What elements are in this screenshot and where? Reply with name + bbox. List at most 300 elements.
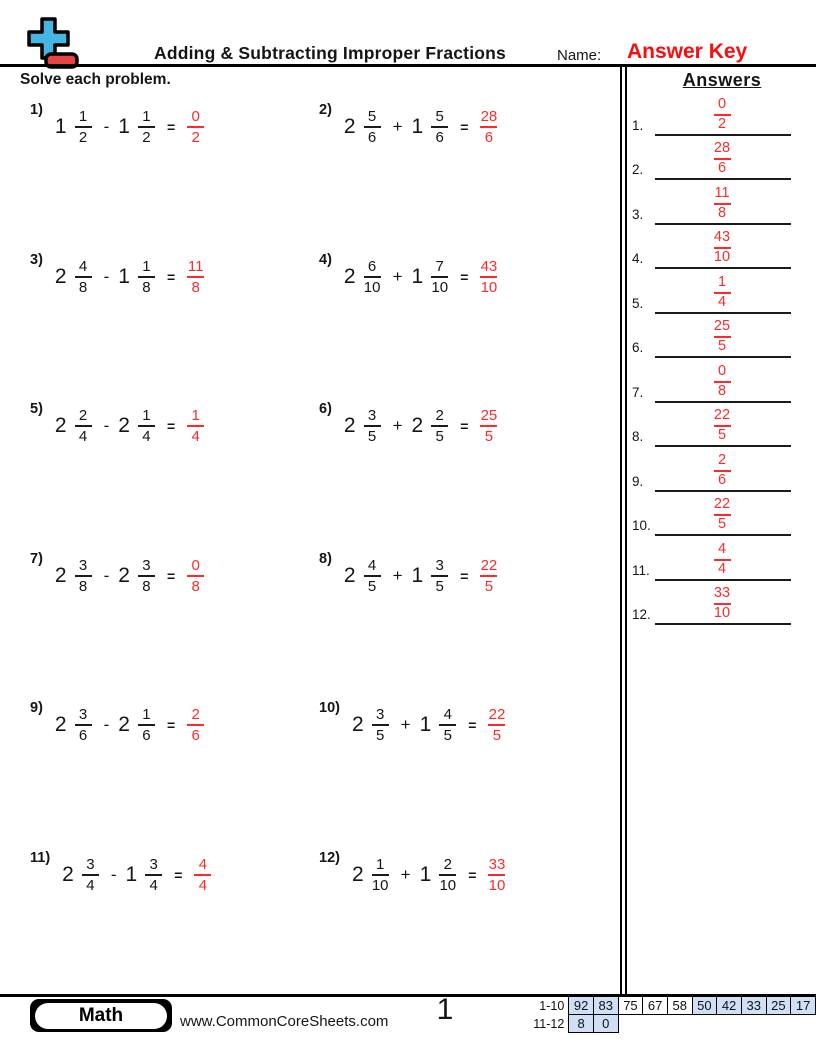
answer-blank-line bbox=[655, 134, 791, 136]
fraction-bar bbox=[431, 425, 448, 427]
problem-number: 12) bbox=[319, 849, 340, 866]
answer-fraction-wrap bbox=[629, 317, 815, 355]
answer-fraction bbox=[477, 407, 500, 446]
problem-number: 7) bbox=[30, 550, 43, 567]
problem-item bbox=[20, 846, 309, 996]
answer-fraction bbox=[184, 258, 207, 297]
answer-fraction bbox=[184, 706, 207, 745]
fraction bbox=[135, 258, 158, 297]
fraction-bar bbox=[187, 575, 204, 577]
fraction-bar bbox=[364, 126, 381, 128]
answer-number: 9. bbox=[632, 473, 644, 489]
fraction-denominator: 4 bbox=[717, 560, 727, 577]
fraction-denominator: 4 bbox=[78, 428, 88, 446]
fraction bbox=[135, 557, 158, 596]
score-row-label: 11-12 bbox=[527, 1015, 569, 1033]
score-row bbox=[527, 997, 816, 1015]
fraction-bar bbox=[372, 874, 389, 876]
problem-expression bbox=[55, 258, 207, 297]
fraction-bar bbox=[431, 276, 448, 278]
mixed-number-whole: 1 bbox=[411, 115, 424, 139]
fraction bbox=[361, 108, 384, 147]
fraction-numerator: 2 bbox=[717, 451, 727, 468]
answer-fraction-wrap bbox=[629, 451, 815, 489]
fraction-denominator: 8 bbox=[78, 577, 88, 595]
mixed-number-whole: 2 bbox=[54, 563, 67, 587]
answer-blank-line bbox=[655, 579, 791, 581]
fraction-denominator: 5 bbox=[717, 516, 727, 533]
fraction bbox=[436, 856, 459, 895]
fraction-numerator: 43 bbox=[713, 229, 731, 246]
operator-sign: + bbox=[392, 117, 403, 137]
problem-item bbox=[309, 98, 598, 248]
answer-blank-line bbox=[655, 401, 791, 403]
fraction-bar bbox=[187, 425, 204, 427]
answer-row bbox=[629, 137, 815, 182]
fraction-denominator: 8 bbox=[717, 382, 727, 399]
fraction bbox=[72, 108, 95, 147]
fraction-denominator: 2 bbox=[717, 115, 727, 132]
fraction-bar bbox=[187, 724, 204, 726]
answer-fraction bbox=[184, 407, 207, 446]
mixed-number-whole: 1 bbox=[118, 264, 130, 288]
fraction-denominator: 8 bbox=[191, 577, 200, 595]
operator-sign: - bbox=[110, 864, 117, 884]
fraction-numerator: 3 bbox=[367, 407, 377, 424]
fraction-numerator: 4 bbox=[367, 556, 377, 574]
equals-sign: = bbox=[166, 268, 176, 285]
answer-blank-line bbox=[655, 623, 791, 625]
answer-fraction bbox=[477, 557, 500, 596]
problem-item bbox=[20, 397, 309, 547]
answer-fraction-wrap bbox=[629, 584, 815, 622]
fraction-bar bbox=[75, 425, 92, 427]
score-row-label: 1-10 bbox=[527, 997, 569, 1015]
score-cell: 42 bbox=[717, 997, 742, 1015]
fraction-denominator: 5 bbox=[717, 427, 727, 444]
fraction-denominator: 10 bbox=[480, 278, 498, 296]
fraction-numerator: 28 bbox=[713, 140, 731, 157]
operator-sign: + bbox=[400, 715, 411, 735]
answer-blank-line bbox=[655, 267, 791, 269]
answer-blank-line bbox=[655, 356, 791, 358]
fraction-denominator: 10 bbox=[439, 876, 457, 894]
equals-sign: = bbox=[460, 119, 469, 136]
answer-fraction bbox=[711, 97, 734, 133]
fraction-denominator: 5 bbox=[484, 577, 494, 595]
answer-fraction bbox=[711, 453, 734, 489]
fraction-numerator: 1 bbox=[717, 273, 727, 290]
answer-fraction-wrap bbox=[629, 495, 815, 533]
operator-sign: - bbox=[103, 416, 110, 436]
answer-fraction bbox=[711, 319, 734, 355]
fraction bbox=[428, 258, 451, 297]
fraction-numerator: 4 bbox=[443, 706, 452, 723]
problem-number: 6) bbox=[319, 401, 332, 417]
fraction-denominator: 5 bbox=[375, 727, 385, 745]
fraction-bar bbox=[187, 126, 204, 128]
equals-sign: = bbox=[468, 717, 477, 734]
fraction-bar bbox=[364, 276, 381, 278]
fraction bbox=[428, 108, 451, 147]
answer-number: 12. bbox=[632, 607, 651, 622]
mixed-number-whole: 1 bbox=[118, 115, 130, 139]
problem-expression bbox=[55, 407, 207, 446]
worksheet-title: Adding & Subtracting Improper Fractions bbox=[154, 43, 506, 63]
fraction-numerator: 3 bbox=[86, 855, 95, 873]
problem-expression bbox=[55, 108, 207, 147]
score-cell: 33 bbox=[741, 997, 766, 1015]
fraction-bar bbox=[75, 724, 92, 726]
fraction-bar bbox=[138, 276, 155, 278]
answer-blank-line bbox=[655, 445, 791, 447]
score-cell: 0 bbox=[593, 1015, 618, 1033]
problem-number: 2) bbox=[319, 102, 332, 118]
mixed-number-whole: 2 bbox=[343, 414, 356, 438]
mixed-number-whole: 2 bbox=[54, 414, 67, 438]
answer-fraction bbox=[184, 557, 207, 596]
fraction-numerator: 4 bbox=[198, 855, 208, 873]
fraction-bar bbox=[480, 575, 497, 577]
fraction-numerator: 0 bbox=[191, 556, 200, 574]
answer-fraction bbox=[711, 586, 734, 622]
mixed-number-whole: 1 bbox=[54, 115, 67, 139]
answer-number: 11. bbox=[632, 562, 650, 578]
fraction-denominator: 8 bbox=[717, 204, 727, 221]
fraction-bar bbox=[372, 724, 389, 726]
fraction-numerator: 2 bbox=[435, 407, 444, 424]
answer-number: 2. bbox=[632, 162, 644, 177]
fraction bbox=[72, 258, 95, 297]
answer-blank-line bbox=[655, 223, 791, 225]
answer-blank-line bbox=[655, 490, 791, 492]
fraction-denominator: 10 bbox=[713, 605, 731, 622]
fraction-denominator: 2 bbox=[191, 129, 200, 147]
operator-sign: + bbox=[392, 266, 403, 286]
mixed-number-whole: 2 bbox=[62, 862, 74, 886]
fraction-numerator: 25 bbox=[480, 407, 498, 424]
instructions-text: Solve each problem. bbox=[20, 71, 171, 88]
fraction bbox=[72, 706, 95, 745]
operator-sign: + bbox=[392, 565, 403, 585]
fraction-denominator: 5 bbox=[435, 428, 444, 446]
name-label: Name: bbox=[557, 47, 602, 64]
answer-fraction bbox=[711, 497, 734, 533]
answer-number: 3. bbox=[632, 206, 644, 222]
problem-item bbox=[309, 248, 598, 398]
fraction-denominator: 4 bbox=[198, 876, 208, 894]
answer-number: 7. bbox=[632, 384, 644, 400]
score-cell: 17 bbox=[791, 997, 816, 1015]
fraction-denominator: 10 bbox=[371, 876, 389, 894]
fraction-bar bbox=[480, 126, 497, 128]
fraction-bar bbox=[138, 126, 155, 128]
problem-number: 10) bbox=[319, 700, 340, 716]
score-cell: 25 bbox=[766, 997, 791, 1015]
fraction-numerator: 33 bbox=[713, 585, 731, 602]
fraction-denominator: 6 bbox=[484, 129, 494, 147]
mixed-number-whole: 2 bbox=[54, 264, 67, 288]
fraction-denominator: 6 bbox=[142, 727, 151, 745]
fraction-bar bbox=[480, 425, 497, 427]
fraction-bar bbox=[364, 425, 381, 427]
answer-fraction bbox=[184, 108, 207, 147]
fraction-bar bbox=[431, 575, 448, 577]
fraction bbox=[436, 706, 459, 745]
fraction-numerator: 22 bbox=[713, 496, 731, 513]
operator-sign: - bbox=[103, 565, 110, 585]
fraction-denominator: 8 bbox=[142, 278, 151, 296]
answer-fraction bbox=[485, 706, 508, 745]
fraction-bar bbox=[431, 126, 448, 128]
fraction-bar bbox=[75, 575, 92, 577]
fraction-numerator: 2 bbox=[443, 855, 452, 873]
answer-fraction-wrap bbox=[629, 184, 815, 222]
operator-sign: + bbox=[392, 416, 403, 436]
problem-item bbox=[309, 846, 598, 996]
fraction-denominator: 5 bbox=[367, 428, 377, 446]
answer-fraction-wrap bbox=[629, 406, 815, 444]
fraction-bar bbox=[439, 724, 456, 726]
fraction-bar bbox=[488, 874, 505, 876]
fraction-numerator: 1 bbox=[375, 855, 385, 873]
fraction-numerator: 22 bbox=[488, 706, 506, 723]
mixed-number-whole: 1 bbox=[125, 862, 138, 886]
answer-row bbox=[629, 270, 815, 315]
fraction bbox=[79, 856, 102, 895]
fraction-numerator: 1 bbox=[142, 108, 151, 125]
equals-sign: = bbox=[460, 268, 469, 285]
fraction-denominator: 6 bbox=[435, 129, 444, 147]
problem-expression bbox=[344, 557, 501, 596]
fraction bbox=[135, 407, 158, 446]
answer-row bbox=[629, 537, 815, 582]
answer-row bbox=[629, 404, 815, 449]
answer-fraction bbox=[711, 408, 734, 444]
fraction-denominator: 5 bbox=[492, 727, 502, 745]
answer-fraction bbox=[711, 542, 734, 578]
operator-sign: - bbox=[103, 266, 110, 286]
answer-fraction bbox=[477, 258, 500, 297]
answer-number: 1. bbox=[632, 117, 644, 133]
fraction bbox=[361, 258, 384, 297]
problem-expression bbox=[352, 856, 509, 895]
answer-number: 5. bbox=[632, 295, 644, 311]
fraction-denominator: 5 bbox=[367, 577, 377, 595]
answer-row bbox=[629, 359, 815, 404]
problem-expression bbox=[55, 557, 207, 596]
answer-row bbox=[629, 92, 815, 137]
answer-row bbox=[629, 582, 815, 627]
subject-badge-label: Math bbox=[35, 1003, 167, 1029]
fraction-numerator: 4 bbox=[78, 257, 88, 275]
problem-number: 8) bbox=[319, 550, 332, 567]
fraction bbox=[72, 407, 95, 446]
answer-fraction-wrap bbox=[629, 95, 815, 133]
score-cell: 92 bbox=[569, 997, 594, 1015]
fraction-denominator: 4 bbox=[717, 293, 727, 310]
fraction-numerator: 1 bbox=[142, 706, 151, 723]
fraction-numerator: 5 bbox=[435, 108, 444, 125]
problem-expression bbox=[344, 407, 501, 446]
answer-fraction bbox=[711, 186, 734, 222]
problem-number: 5) bbox=[30, 401, 43, 417]
answer-fraction bbox=[477, 108, 500, 147]
fraction-denominator: 4 bbox=[86, 876, 95, 894]
score-row bbox=[527, 1015, 816, 1033]
fraction bbox=[135, 108, 158, 147]
answer-fraction-wrap bbox=[629, 139, 815, 177]
fraction-denominator: 8 bbox=[191, 278, 200, 296]
fraction bbox=[72, 557, 95, 596]
problem-item bbox=[309, 696, 598, 846]
problem-number: 11) bbox=[30, 849, 51, 866]
mixed-number-whole: 2 bbox=[118, 713, 130, 737]
fraction-numerator: 25 bbox=[713, 318, 731, 335]
fraction-denominator: 6 bbox=[367, 129, 377, 147]
fraction bbox=[361, 557, 384, 596]
answer-key-text: Answer Key bbox=[627, 40, 748, 63]
score-cell: 67 bbox=[643, 997, 668, 1015]
fraction-bar bbox=[75, 276, 92, 278]
answer-fraction-wrap bbox=[629, 362, 815, 400]
answer-number: 4. bbox=[632, 251, 644, 266]
fraction-bar bbox=[138, 575, 155, 577]
problem-expression bbox=[62, 856, 214, 895]
fraction-bar bbox=[439, 874, 456, 876]
mixed-number-whole: 2 bbox=[343, 264, 356, 288]
fraction-denominator: 6 bbox=[717, 471, 727, 488]
problem-item bbox=[20, 547, 309, 697]
fraction-numerator: 33 bbox=[488, 855, 506, 873]
fraction-numerator: 1 bbox=[142, 257, 151, 275]
fraction-numerator: 0 bbox=[191, 108, 200, 125]
mixed-number-whole: 2 bbox=[118, 414, 130, 438]
problems-grid bbox=[20, 98, 616, 995]
fraction-numerator: 11 bbox=[187, 257, 204, 275]
fraction-denominator: 5 bbox=[435, 577, 444, 595]
score-cell: 75 bbox=[618, 997, 643, 1015]
answer-number: 8. bbox=[632, 429, 644, 444]
equals-sign: = bbox=[166, 418, 176, 435]
problem-item bbox=[309, 547, 598, 697]
answer-fraction bbox=[711, 275, 734, 311]
answer-blank-line bbox=[655, 178, 791, 180]
fraction-denominator: 5 bbox=[443, 727, 452, 745]
problem-expression bbox=[352, 706, 509, 745]
mixed-number-whole: 2 bbox=[411, 414, 424, 438]
fraction-numerator: 28 bbox=[480, 108, 498, 125]
fraction-numerator: 6 bbox=[367, 257, 377, 275]
fraction bbox=[135, 706, 158, 745]
mixed-number-whole: 2 bbox=[343, 563, 356, 587]
mixed-number-whole: 1 bbox=[419, 713, 432, 737]
score-cell: 83 bbox=[593, 997, 618, 1015]
problem-item bbox=[20, 98, 309, 248]
fraction-denominator: 5 bbox=[717, 338, 727, 355]
fraction bbox=[142, 856, 165, 895]
fraction-denominator: 6 bbox=[78, 727, 88, 745]
fraction-bar bbox=[488, 724, 505, 726]
answers-panel bbox=[629, 66, 815, 626]
fraction-denominator: 8 bbox=[78, 278, 88, 296]
operator-sign: - bbox=[103, 117, 110, 137]
problem-number: 1) bbox=[30, 102, 43, 118]
equals-sign: = bbox=[174, 866, 183, 883]
fraction-numerator: 0 bbox=[717, 95, 727, 112]
answer-fraction bbox=[485, 856, 508, 895]
fraction-numerator: 43 bbox=[480, 257, 498, 275]
fraction-numerator: 3 bbox=[149, 855, 158, 873]
answer-number: 6. bbox=[632, 340, 644, 355]
website-text: www.CommonCoreSheets.com bbox=[180, 1013, 389, 1030]
score-cell: 58 bbox=[667, 997, 692, 1015]
fraction-numerator: 1 bbox=[78, 108, 88, 125]
fraction-numerator: 2 bbox=[78, 407, 88, 424]
fraction bbox=[369, 856, 392, 895]
answer-fraction-wrap bbox=[629, 273, 815, 311]
fraction-numerator: 11 bbox=[714, 184, 730, 201]
fraction-numerator: 3 bbox=[375, 706, 385, 723]
fraction-bar bbox=[82, 874, 99, 876]
equals-sign: = bbox=[468, 866, 477, 883]
operator-sign: + bbox=[400, 864, 411, 884]
answer-fraction-wrap bbox=[629, 540, 815, 578]
fraction-bar bbox=[75, 126, 92, 128]
fraction-bar bbox=[145, 874, 162, 876]
fraction-denominator: 4 bbox=[142, 428, 151, 446]
mixed-number-whole: 2 bbox=[351, 862, 364, 886]
equals-sign: = bbox=[460, 567, 469, 584]
answer-number: 10. bbox=[632, 518, 651, 533]
answer-fraction bbox=[191, 856, 214, 895]
fraction-bar bbox=[138, 425, 155, 427]
fraction bbox=[428, 557, 451, 596]
problem-item bbox=[309, 397, 598, 547]
answer-row bbox=[629, 181, 815, 226]
fraction-numerator: 3 bbox=[142, 556, 151, 574]
answers-list bbox=[629, 92, 815, 626]
fraction-numerator: 1 bbox=[191, 407, 200, 424]
answers-title: Answers bbox=[682, 70, 762, 90]
answer-row bbox=[629, 315, 815, 360]
equals-sign: = bbox=[166, 567, 176, 584]
fraction-bar bbox=[364, 575, 381, 577]
fraction-denominator: 10 bbox=[363, 278, 381, 296]
operator-sign: - bbox=[103, 715, 110, 735]
subject-badge bbox=[30, 999, 172, 1032]
fraction-numerator: 3 bbox=[435, 556, 444, 574]
fraction-bar bbox=[138, 724, 155, 726]
answer-fraction bbox=[711, 230, 734, 266]
fraction-numerator: 22 bbox=[713, 407, 731, 424]
fraction bbox=[369, 706, 392, 745]
problem-item bbox=[20, 696, 309, 846]
fraction-denominator: 2 bbox=[142, 129, 151, 147]
fraction-denominator: 6 bbox=[191, 727, 200, 745]
problem-number: 3) bbox=[30, 251, 43, 268]
fraction-numerator: 3 bbox=[78, 706, 88, 723]
answer-fraction bbox=[711, 364, 734, 400]
page-number: 1 bbox=[436, 993, 454, 1026]
fraction-denominator: 2 bbox=[78, 129, 88, 147]
answer-row bbox=[629, 493, 815, 538]
fraction-denominator: 6 bbox=[717, 160, 727, 177]
fraction-denominator: 8 bbox=[142, 577, 151, 595]
fraction-bar bbox=[187, 276, 204, 278]
fraction-numerator: 5 bbox=[367, 108, 377, 125]
fraction-numerator: 3 bbox=[78, 556, 88, 574]
